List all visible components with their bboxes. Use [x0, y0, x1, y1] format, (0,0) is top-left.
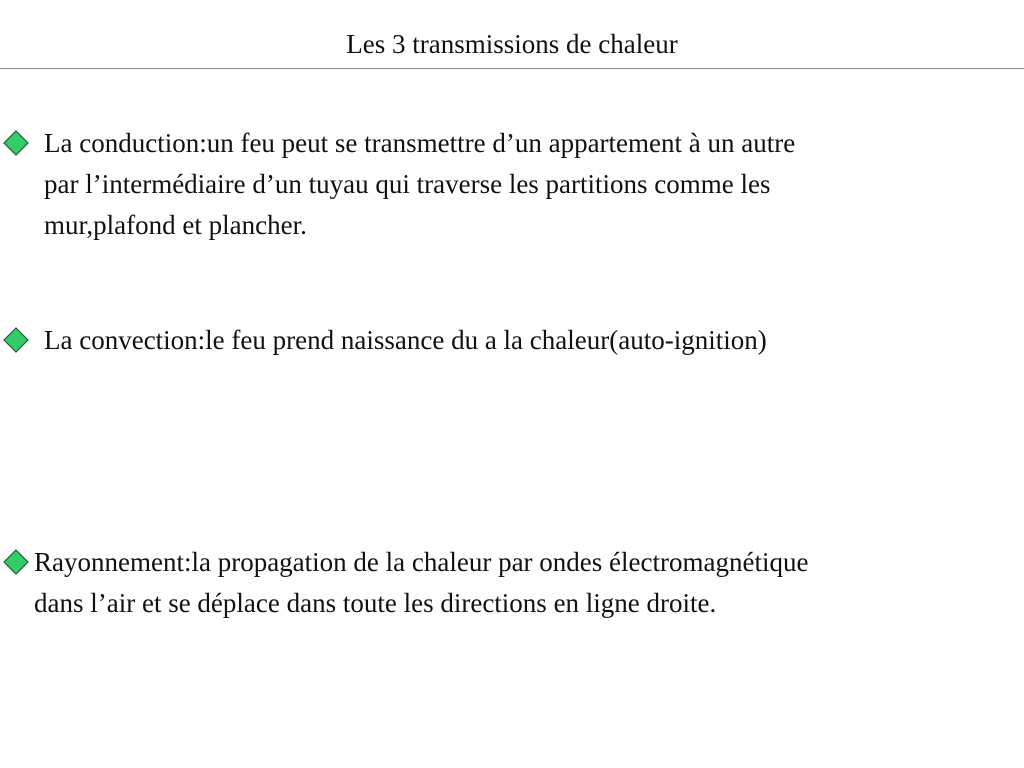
diamond-bullet-icon: [3, 327, 29, 353]
diamond-bullet-icon: [3, 549, 29, 575]
slide-title: Les 3 transmissions de chaleur: [346, 29, 678, 59]
bullet-text-line: La conduction:un feu peut se transmettre d’un appartement à un autre: [44, 128, 796, 158]
bullet-rayonnement: [34, 542, 808, 624]
bullet-convection: [44, 320, 767, 361]
bullet-conduction: [44, 123, 795, 246]
title-divider: [0, 68, 1024, 69]
bullet-text-line: par l’intermédiaire d’un tuyau qui traverse les partitions comme les: [44, 169, 771, 199]
bullet-text-line: La convection:le feu prend naissance du a la chaleur(auto-ignition): [44, 325, 767, 355]
bullet-text-line: dans l’air et se déplace dans toute les directions en ligne droite.: [34, 588, 717, 618]
bullet-text-line: mur,plafond et plancher.: [44, 210, 307, 240]
diamond-bullet-icon: [3, 130, 29, 156]
bullet-text-line: Rayonnement:la propagation de la chaleur par ondes électromagnétique: [34, 547, 809, 577]
